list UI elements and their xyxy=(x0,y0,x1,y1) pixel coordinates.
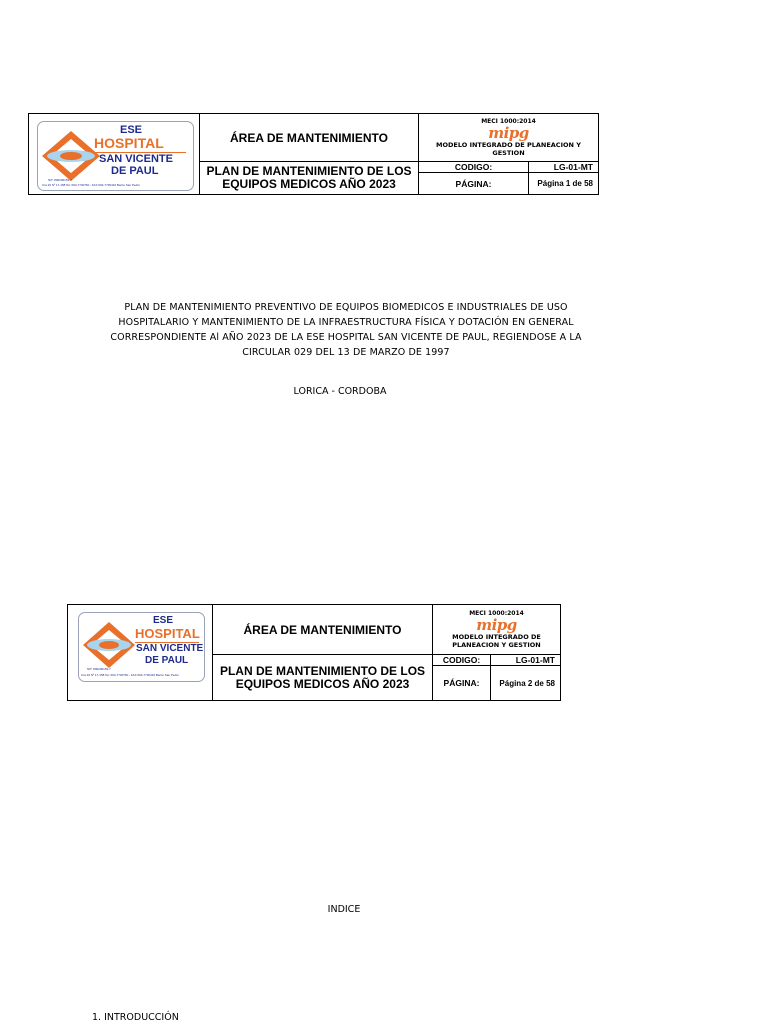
pagina-label: PÁGINA: xyxy=(419,173,529,195)
logo-nit: NIT: 800206153-7 xyxy=(48,178,72,182)
codigo-label: CODIGO: xyxy=(419,162,529,173)
area-title: ÁREA DE MANTENIMIENTO xyxy=(200,114,419,162)
plan-line-1: PLAN DE MANTENIMIENTO DE LOS xyxy=(206,164,412,178)
area-title: ÁREA DE MANTENIMIENTO xyxy=(213,605,433,655)
location-text: LORICA - CORDOBA xyxy=(293,386,387,397)
plan-line-1: PLAN DE MANTENIMIENTO DE LOS xyxy=(219,663,426,678)
header-page-1 xyxy=(28,113,599,195)
plan-line-2: EQUIPOS MEDICOS AÑO 2023 xyxy=(235,676,410,691)
hospital-logo-icon xyxy=(78,612,205,682)
plan-line-2: EQUIPOS MEDICOS AÑO 2023 xyxy=(222,177,396,191)
logo-ese: ESE xyxy=(120,124,143,136)
logo-de-paul: DE PAUL xyxy=(111,165,159,177)
pagina-value: Página 1 de 58 xyxy=(529,173,599,195)
logo-cell xyxy=(68,605,213,701)
logo-hospital: HOSPITAL xyxy=(135,626,200,641)
mipg-cell xyxy=(419,114,599,162)
modelo-label: MODELO INTEGRADO DE PLANEACION Y GESTION xyxy=(436,141,581,157)
diamond-icon xyxy=(41,130,101,182)
codigo-value: LG-01-MT xyxy=(529,162,599,173)
intro-paragraph: PLAN DE MANTENIMIENTO PREVENTIVO DE EQUIPOS BIOMEDICOS E INDUSTRIALES DE USO HOSPITALARIO Y MANTENIMIENTO DE LA INFRAESTRUCTURA FÍSICA Y DOTACIÓN EN GENERAL CORRESPONDIENTE Al AÑO 2023 DE LA ESE HOSPITAL SAN VICENTE DE PAUL, REGIENDOSE A LA CIRCULAR 029 DEL 13 DE MARZO DE 1997 xyxy=(110,302,582,358)
toc-item-1: 1. INTRODUCCIÓN xyxy=(92,1012,179,1023)
logo-cell xyxy=(29,114,200,195)
logo-address: Cra 20 Nº 17-158 Tel: 064-7730760 - FAX 064-7730416 Barrio San Pedro xyxy=(42,183,140,187)
modelo-label: MODELO INTEGRADO DE PLANEACION Y GESTION xyxy=(452,633,541,649)
logo-nit: NIT: 800206153-7 xyxy=(87,667,111,671)
codigo-value: LG-01-MT xyxy=(491,655,561,666)
codigo-label: CODIGO: xyxy=(433,655,491,666)
hospital-logo-icon xyxy=(37,121,194,191)
logo-san-vicente: SAN VICENTE xyxy=(136,643,204,654)
logo-address: Cra 20 Nº 17-158 Tel: 064-7730760 - FAX 064-7730416 Barrio San Pedro xyxy=(81,673,179,677)
diamond-icon xyxy=(82,621,136,669)
mipg-logo-icon: mipg xyxy=(488,124,529,142)
header-page-2 xyxy=(67,604,561,701)
logo-ese: ESE xyxy=(153,615,174,626)
indice-heading: INDICE xyxy=(327,904,361,915)
meci-label: MECI 1000:2014 xyxy=(469,610,524,617)
pagina-label: PÁGINA: xyxy=(433,666,491,701)
mipg-logo-icon: mipg xyxy=(476,616,517,634)
plan-title xyxy=(200,162,419,195)
logo-hospital: HOSPITAL xyxy=(94,135,164,151)
logo-de-paul: DE PAUL xyxy=(145,655,189,666)
logo-san-vicente: SAN VICENTE xyxy=(99,153,173,165)
pagina-value: Página 2 de 58 xyxy=(491,666,561,701)
plan-title xyxy=(213,655,433,701)
mipg-cell xyxy=(433,605,561,655)
meci-label: MECI 1000:2014 xyxy=(481,118,536,125)
